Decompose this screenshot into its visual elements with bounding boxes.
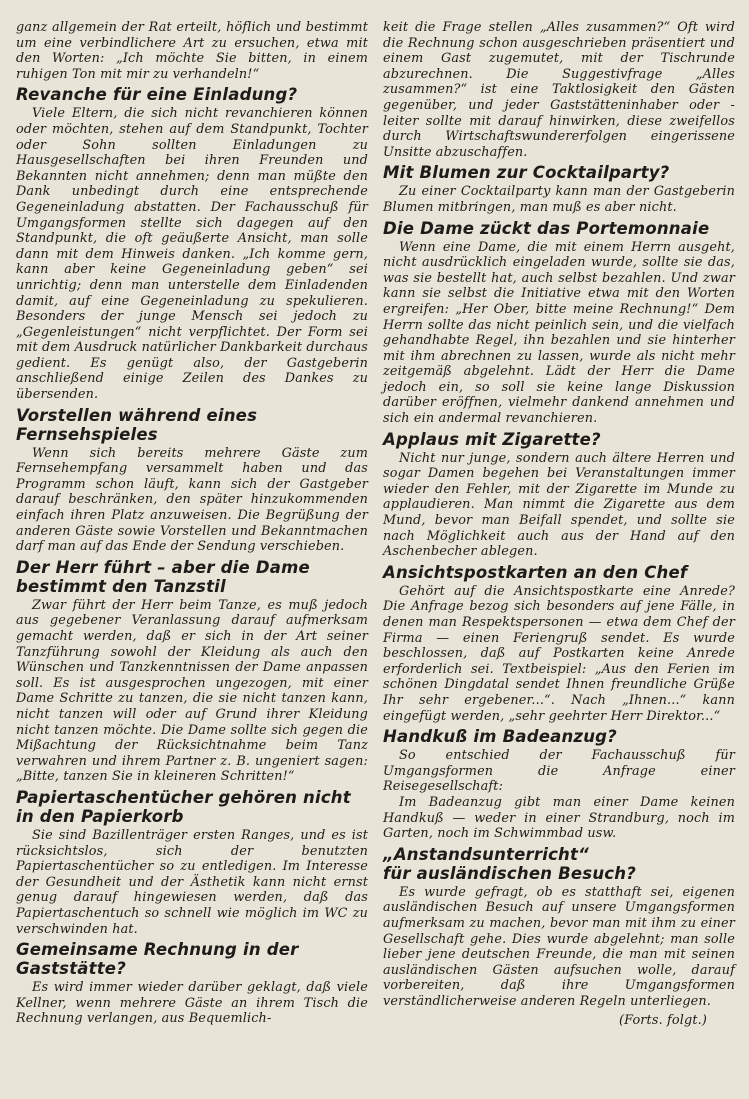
section-heading: Die Dame zückt das Portemonnaie [383,218,710,238]
heading-line: „Anstandsunterricht“ [383,844,589,864]
continued-note: (Forts. folgt.) [618,1013,707,1029]
heading-line: Der Herr führt – aber die Dame [16,557,310,577]
heading-line: Gaststätte? [16,959,126,979]
heading-line: Fernsehspieles [16,424,158,444]
section-heading: Revanche für eine Einladung? [16,85,298,105]
heading-line: bestimmt den Tanzstil [16,576,226,596]
right-column [383,20,735,1099]
section-heading [16,558,368,596]
heading-line: Vorstellen während eines [16,405,258,425]
paragraph: Zwar führt der Herr beim Tanze, es muß jedoch aus gegebener Veranlassung darauf aufmerksam gemacht werden, daß er sich in der Art seiner Tanzführung sowohl der Kleidung als auch den Wünschen und Tanzkenntnissen der Dame anpassen soll. Es ist ausgesprochen ungezogen, mit einer Dame Schritte zu tanzen, die sie nicht tanzen kann, nicht tanzen will oder auf Grund ihrer Kleidung nicht tanzen möchte. Die Dame sollte sich gegen die Mißachtung der Rücksichtnahme beim Tanz verwahren und ihrem Partner z. B. ungeniert sagen: „Bitte, tanzen Sie in kleineren Schritten!“ [16,597,368,785]
paragraph: Gehört auf die Ansichtspostkarte eine Anrede? Die Anfrage bezog sich besonders auf jene Fälle, in denen man Respektspersonen — etwa dem Chef der Firma — einen Feriengruß sendet. Es wurde beschlossen, daß auf Postkarten keine Anrede erforderlich sei. Textbeispiel: „Aus den Ferien im schönen Dingdatal sendet Ihnen freundliche Grüße Ihr sehr ergebener...“. Nach „Ihnen...“ kann eingefügt werden, „sehr geehrter Herr Direktor...“ [383,583,735,724]
paragraph: Sie sind Bazillenträger ersten Ranges, und es ist rücksichtslos, sich der benutzten Papiertaschentücher so zu entledigen. Im Interesse der Gesundheit und der Ästhetik kann nicht ernst genug darauf hingewiesen werden, daß das Papiertaschentuch so schnell wie möglich im WC zu verschwinden hat. [16,827,368,937]
paragraph: keit die Frage stellen „Alles zusammen?“ Oft wird die Rechnung schon ausgeschrieben präsentiert und einem Gast zugemutet, mit der Tischrunde abzurechnen. Die Suggestivfrage „Alles zusammen?“ ist eine Taktlosigkeit den Gästen gegenüber, und jeder Gaststätteninhaber oder -leiter sollte mit darauf hinwirken, diese zweifellos durch Wirtschaftswundererfolgen eingerissene Unsitte abzuschaffen. [383,20,735,160]
paragraph: Es wird immer wieder darüber geklagt, daß viele Kellner, wenn mehrere Gäste an ihrem Tisch die Rechnung verlangen, aus Bequemlich- [16,980,368,1027]
paragraph: Im Badeanzug gibt man einer Dame keinen Handkuß — weder in einer Strandburg, noch im Garten, noch im Schwimmbad usw. [383,794,735,842]
section-heading [383,845,735,883]
section-heading [16,788,368,826]
paragraph: Zu einer Cocktailparty kann man der Gastgeberin Blumen mitbringen, man muß es aber nicht. [383,184,735,215]
heading-line: für ausländischen Besuch? [383,863,636,883]
paragraph: Wenn eine Dame, die mit einem Herrn ausgeht, nicht ausdrücklich eingeladen wurde, sollte sie das, was sie bestellt hat, auch selbst bezahlen. Und zwar kann sie selbst die Initiative etwa mit den Worten ergreifen: „Her Ober, bitte meine Rechnung!“ Dem Herrn sollte das nicht peinlich sein, und die vielfach gehandhabte Regel, ihn bezahlen und sie hinterher mit ihm abrechnen zu lassen, wurde als nicht mehr zeitgemäß abgelehnt. Lädt der Herr die Dame jedoch ein, so soll sie keine lange Diskussion darüber eröffnen, vielmehr dankend annehmen und sich ein andermal revanchieren. [383,239,735,427]
section-heading [16,940,368,978]
left-column [16,20,368,1099]
heading-line: in den Papierkorb [16,806,184,826]
paragraph: Nicht nur junge, sondern auch ältere Herren und sogar Damen begehen bei Veranstaltungen immer wieder den Fehler, mit der Zigarette im Munde zu applaudieren. Man nimmt die Zigarette aus dem Mund, bevor man Beifall spendet, und sollte sie nach Möglichkeit auch aus der Hand auf den Aschenbecher ablegen. [383,450,735,560]
paragraph: ganz allgemein der Rat erteilt, höflich und bestimmt um eine verbindlichere Art zu ersuchen, etwa mit den Worten: „Ich möchte Sie bitten, in einem ruhigen Ton mit mir zu verhandeln!“ [16,20,368,82]
section-heading: Handkuß im Badeanzug? [383,727,617,747]
section-heading: Applaus mit Zigarette? [383,429,601,449]
section-heading [16,406,368,444]
section-heading: Ansichtspostkarten an den Chef [383,562,688,582]
paragraph: Es wurde gefragt, ob es statthaft sei, eigenen ausländischen Besuch auf unsere Umgangsformen aufmerksam zu machen, bevor man mit ihm zu einer Gesellschaft gehe. Dies wurde abgelehnt; man solle lieber jene deutschen Freunde, die man mit seinen ausländischen Gästen aufsuchen wolle, darauf vorbereiten, daß ihre Umgangsformen verständlicherweise anderen Regeln unterliegen. [383,884,735,1009]
paragraph: So entschied der Fachausschuß für Umgangsformen die Anfrage einer Reisegesellschaft: [383,748,735,795]
section-heading: Mit Blumen zur Cocktailparty? [383,163,670,183]
paragraph: Viele Eltern, die sich nicht revanchieren können oder möchten, stehen auf dem Standpunkt, Tochter oder Sohn sollten Einladungen zu Hausgesellschaften bei ihren Freunden und Bekannten nicht annehmen; denn man müßte den Dank unbedingt durch eine entsprechende Gegeneinladung abstatten. Der Fachausschuß für Umgangsformen stellte sich dagegen auf den Standpunkt, die oft geäußerte Ansicht, man solle dann mit dem Hinweis danken. „Ich komme gern, kann aber keine Gegeneinladung geben“ sei unrichtig; denn man unterstelle dem Einladenden damit, auf eine Gegeneinladung zu spekulieren. Besonders der junge Mensch sei jedoch zu „Gegenleistungen“ nicht verpflichtet. Der Form sei mit dem Ausdruck natürlicher Dankbarkeit durchaus gedient. Es genügt also, der Gastgeberin anschließend einige Zeilen des Dankes zu übersenden. [16,106,368,403]
heading-line: Gemeinsame Rechnung in der [16,940,299,960]
paragraph: Wenn sich bereits mehrere Gäste zum Fernsehempfang versammelt haben und das Programm schon läuft, kann sich der Gastgeber darauf beschränken, den später hinzukommenden einfach ihren Platz anzuweisen. Die Begrüßung der anderen Gäste sowie Vorstellen und Bekanntmachen darf man auf das Ende der Sendung verschieben. [16,445,368,555]
heading-line: Papiertaschentücher gehören nicht [16,787,351,807]
